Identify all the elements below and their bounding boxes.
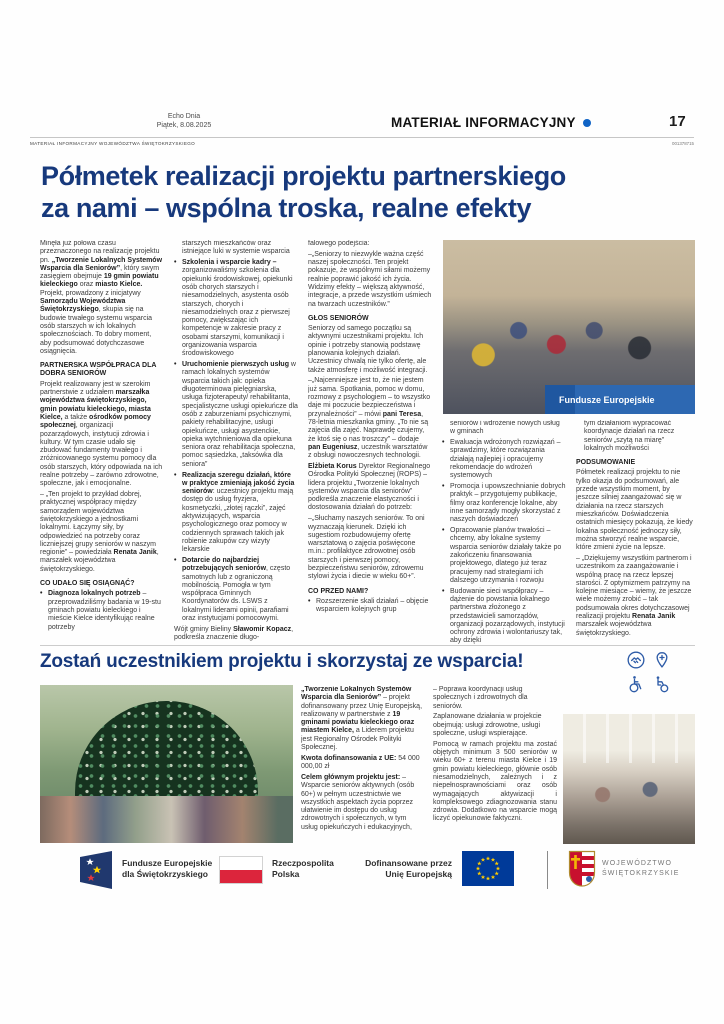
- bullet-text: [182, 259, 298, 359]
- column-heading: [308, 315, 432, 323]
- paragraph: [40, 240, 164, 356]
- text-run: marszałka województwa świętokrzyskiego, gmin powiatu kieleckiego, miasta Kielce,: [40, 389, 151, 421]
- text-run: 19 gmin powiatu kieleckiego: [40, 273, 159, 289]
- bullet-item: [40, 590, 164, 631]
- bullet-item: [442, 483, 566, 524]
- bullet-item: [442, 439, 566, 480]
- text-run: – projekt dofinansowany przez Unię Europejską, realizowany w partnerstwie z: [301, 694, 423, 718]
- text-run: Samorządu Województwa Świętokrzyskiego: [40, 298, 126, 314]
- bullet-text: [316, 598, 432, 615]
- text-run: pan Eugeniusz: [308, 443, 358, 451]
- paragraph: [442, 420, 566, 437]
- text-run: CO UDAŁO SIĘ OSIĄGNĄĆ?: [40, 580, 135, 588]
- flag-red-stripe: [220, 870, 262, 883]
- column-heading: [576, 459, 695, 467]
- bullet-item: [174, 361, 298, 469]
- bullet-text: [182, 557, 298, 623]
- paragraph: [308, 377, 432, 460]
- text-run: – „Dziękujemy wszystkim partnerom i uczestnikom za zaangażowanie i wspólną pracę na rzecz lepszej starości. Z optymizmem patrzymy na kolejne miesiące – wiemy, że jeszcze wiele możemy zrobić – tak podsumowała okres dotychczasowej realizacji projektu: [576, 554, 692, 621]
- bullet-text: [450, 439, 566, 480]
- text-run: pani Teresa: [382, 410, 422, 418]
- text-run: , podkreśla znaczenie długo-: [174, 625, 294, 642]
- text-run: Minęła już połowa czasu przeznaczonego na realizację projektu pn.: [40, 240, 160, 264]
- eu-cofunded-label-line2: Unię Europejską: [385, 868, 452, 879]
- text-run: –„Najcenniejsze jest to, że nie jestem już sama. Spotkania, pomoc w domu, rozmowy z psychologiem – to wszystko daje mi poczucie bezpieczeństwa i przynależności” – mówi: [308, 377, 431, 418]
- paragraph: [301, 774, 425, 832]
- header-strapline: MATERIAŁ INFORMACYJNY WOJEWÓDZTWA ŚWIĘTOKRZYSKIEGO: [30, 141, 196, 146]
- text-run: a także: [62, 413, 90, 421]
- bullet-item: [174, 472, 298, 555]
- medical-location-icon: [652, 650, 672, 670]
- text-run: Budowanie sieci współpracy – dążenie do powstania lokalnego partnerstwa złożonego z przedstawicieli samorządów, organizacji pozarządowych, instytucji ochrony zdrowia i wolontariuszy tak, aby dzięki: [450, 587, 565, 645]
- article-column-4: [442, 420, 566, 646]
- bullet-marker: •: [174, 556, 177, 564]
- text-run: a Liderem projektu jest Regionalny Ośrodek Polityki Społecznej.: [301, 727, 414, 752]
- text-run: Projekt realizowany jest w szerokim partnerstwie z udziałem: [40, 380, 151, 397]
- text-run: ośrodków pomocy społecznej: [40, 413, 151, 430]
- cta-column-2: [433, 686, 557, 840]
- text-run: miasto Kielce.: [95, 281, 143, 289]
- text-run: 54 000 000,00 zł: [301, 754, 420, 771]
- print-code: 001378715: [672, 141, 694, 146]
- eu-funds-label-line1: Fundusze Europejskie: [122, 858, 213, 868]
- page-number: 17: [669, 113, 686, 130]
- eu-funds-label: [122, 858, 212, 879]
- poland-label: [272, 858, 334, 879]
- paragraph: [576, 420, 695, 453]
- text-run: –„Seniorzy to niezwykle ważna część naszej społeczności. Ten projekt pokazuje, że wspólnymi siłami możemy realnie poprawić jakość ich życia. Widzimy efekty – większą aktywność, integracje, a przede wszystkim uśmiech na twarzach uczestników.”: [308, 250, 432, 308]
- paragraph: [576, 555, 695, 638]
- bullet-text: [450, 527, 566, 585]
- bullet-text: [450, 483, 566, 524]
- text-run: 19 gminami powiatu kieleckiego oraz miastem Kielce,: [301, 710, 415, 735]
- text-run: –„Słuchamy naszych seniorów. To oni wyznaczają kierunek. Dzięki ich sugestiom rozbudowujemy ofertę warsztatową o zajęcia poświęcone m.in.: profilaktyce zdrowotnej osób starszych i pierwszej pomocy, bezpieczeństwu seniorów, zdrowemu stylowi życia i diecie w wieku 60+”.: [308, 515, 425, 581]
- bandshell-arch: [75, 701, 257, 802]
- bullet-item: [174, 557, 298, 623]
- text-run: Renata Janik: [632, 613, 676, 621]
- column-heading: [40, 362, 164, 379]
- issue-date: Piątek, 8.08.2025: [156, 122, 212, 129]
- paragraph: [40, 491, 164, 574]
- bullet-marker: •: [174, 361, 177, 369]
- gym-photo: [563, 714, 695, 844]
- column-heading: [308, 588, 432, 596]
- article-title: [41, 160, 691, 224]
- text-run: PARTNERSKA WSPÓŁPRACA DLA DOBRA SENIORÓW: [40, 362, 157, 378]
- paragraph: [301, 755, 425, 772]
- blue-dot-icon: [583, 119, 591, 127]
- text-run: Sławomir Kopacz: [233, 625, 292, 633]
- article-title-line1: Półmetek realizacji projektu partnerskiego: [41, 161, 566, 191]
- cta-icon-group: [626, 650, 672, 694]
- paragraph: [433, 686, 557, 711]
- eu-flag-icon: [462, 851, 514, 891]
- balloons-event-photo: [40, 685, 293, 843]
- bullet-text: [182, 361, 298, 469]
- text-run: , 78-letnia mieszkanka gminy. „To nie są zajęcia dla zajęć. Naprawdę czujemy, że ktoś się o nas troszczy” – dodaje: [308, 410, 429, 443]
- crowd-strip: [40, 796, 293, 843]
- voivodeship-label: [602, 859, 680, 878]
- text-run: „Tworzenie Lokalnych Systemów Wsparcia dla Seniorów”: [40, 256, 163, 272]
- paragraph: [433, 741, 557, 824]
- text-run: Promocja i upowszechnianie dobrych praktyk – przygotujemy publikacje, filmy oraz konferencje lokalne, aby inne samorządy mogły skorzystać z naszych doświadczeń: [450, 483, 566, 524]
- section-divider: [40, 645, 695, 646]
- bullet-marker: •: [442, 527, 445, 535]
- article-column-1: [40, 240, 164, 645]
- text-run: , skupia się na budowie trwałego systemu wsparcia osób starszych w ich lokalnych społecznościach. To dobry moment, aby podsumować dotychczasowe osiągnięcia.: [40, 306, 153, 355]
- text-run: : uczestnicy projektu mają dostęp do usług fryzjera, kosmetyczki, „złotej rączki”, zajęć aktywizujących, wsparcia psychologicznego oraz pomocy w codziennych sprawach takich jak robienie zakupów czy wizyty lekarskie: [182, 488, 294, 554]
- text-run: Diagnoza lokalnych potrzeb: [48, 590, 141, 598]
- eu-cofunded-label: [340, 858, 452, 879]
- info-tag: [391, 115, 591, 130]
- bullet-marker: •: [174, 471, 177, 479]
- text-run: , uczestnik warsztatów z obsługi nowoczesnych technologii.: [308, 443, 428, 460]
- cta-column-1: [301, 686, 425, 840]
- cta-title: Zostań uczestnikiem projektu i skorzystaj ze wsparcia!: [40, 651, 524, 672]
- text-run: Renata Janik: [113, 549, 157, 557]
- text-run: Zaplanowane działania w projekcie obejmują: usługi zdrowotne, usługi społeczne, usługi wspierające.: [433, 713, 542, 737]
- eu-cofunded-label-line1: Dofinansowane przez: [365, 858, 452, 868]
- bullet-marker: •: [40, 590, 43, 598]
- text-run: seniorów i wdrożenie nowych usług w gminach: [450, 420, 560, 436]
- poland-label-line1: Rzeczpospolita: [272, 858, 334, 868]
- article-column-2: [174, 240, 298, 645]
- bullet-item: [308, 598, 432, 615]
- text-run: CO PRZED NAMI?: [308, 587, 369, 595]
- voivodeship-label-line2: ŚWIĘTOKRZYSKIE: [602, 869, 680, 877]
- info-tag-label: MATERIAŁ INFORMACYJNY: [391, 115, 576, 130]
- text-run: marszałek województwa świętokrzyskiego.: [576, 621, 652, 637]
- text-run: zorganizowaliśmy szkolenia dla opiekunki środowiskowej, opiekunki osób chorych starszych i niesamodzielnych, asystenta osób starszych, chorych i niesamodzielnych oraz z pierwszej pomocy, zwiększając ich kompetencje w zakresie pracy z osobami starszymi, komunikacji i organizowania wsparcia środowiskowego: [182, 267, 293, 358]
- text-run: Szkolenia i wsparcie kadry –: [182, 259, 277, 267]
- text-run: – Wsparcie seniorów aktywnych (osób 60+) w pełnym uczestnictwie we wszystkich aspektach życia poprzez ułatwienie im dostępu do usług zdrowotnych i społecznych, w tym usług opiekuńczych i edukacyjnych,: [301, 773, 415, 831]
- wheelchair-icon: [626, 674, 646, 694]
- text-run: , organizacji pozarządowych, instytucji zdrowia i kultury. W tym czasie udało się zbudować fundamenty trwałego i zróżnicowanego systemu pomocy dla osób starszych, który odpowiada na ich realne potrzeby – zarówno zdrowotne, społeczne, jak i emocjonalne.: [40, 422, 163, 488]
- text-run: starszych mieszkańców oraz istniejące luki w systemie wsparcia: [182, 240, 290, 256]
- gym-windows: [563, 714, 695, 763]
- eu-funds-logo: [76, 849, 116, 896]
- text-run: Elżbieta Korus: [308, 462, 357, 470]
- bullet-text: [450, 588, 566, 646]
- bullet-marker: •: [442, 439, 445, 447]
- text-run: Ewaluacja wdrożonych rozwiązań – sprawdzimy, które rozwiązania działają najlepiej i opracujemy rekomendacje do wdrożeń systemowych: [450, 439, 561, 480]
- text-run: Opracowanie planów trwałości – chcemy, aby lokalne systemy wsparcia seniorów działały także po zakończeniu finansowania projektowego, dlatego już teraz pracujemy nad strategiami ich dalszego utrzymania i rozwoju: [450, 527, 562, 584]
- caregiver-icon: [652, 674, 672, 694]
- paragraph: [308, 515, 432, 581]
- paper-name: Echo Dnia: [167, 113, 201, 120]
- handshake-icon: [626, 650, 646, 670]
- photo-caption-band: [545, 385, 695, 414]
- poland-label-line2: Polska: [272, 868, 300, 879]
- bullet-item: [442, 588, 566, 646]
- bullet-item: [174, 259, 298, 359]
- text-run: Kwota dofinansowania z UE:: [301, 754, 397, 762]
- paragraph: [174, 626, 298, 643]
- bullet-item: [442, 527, 566, 585]
- photo-caption: Fundusze Europejskie: [559, 394, 655, 405]
- text-run: Uruchomienie pierwszych usług: [182, 361, 289, 369]
- text-run: Półmetek realizacji projektu to nie tylko okazja do podsumowań, ale przede wszystkim moment, by jeszcze silniej zaangażować się w działania na rzecz starszych mieszkańców. Doświadczenia ostatnich miesięcy pokazują, że kiedy lokalna społeczność jednoczy siły, można stworzyć realne wsparcie, które zmieni życie na lepsze.: [576, 469, 693, 552]
- paragraph: [174, 240, 298, 257]
- funding-logo-strip: [0, 845, 724, 897]
- article-column-5: [576, 420, 695, 646]
- paragraph: [308, 240, 432, 248]
- voivodeship-crest-icon: [568, 850, 596, 893]
- text-run: Pomocą w ramach projektu ma zostać objętych minimum 3 500 seniorów w wieku 60+ z terenu miasta Kielce i 19 gmin powiatu kieleckiego, głównie osób niesamodzielnych, zależnych i z niepełnosprawnościami oraz osób wymagających aktywizacji i kompleksowego zdiagnozowania stanu zdrowia. Dodatkowo na wsparcie mogą liczyć opiekunowie faktyczni.: [433, 740, 557, 823]
- bullet-text: [48, 590, 164, 631]
- paragraph: [40, 381, 164, 489]
- text-run: GŁOS SENIORÓW: [308, 314, 369, 322]
- logo-divider: [547, 851, 548, 889]
- text-run: „Tworzenie Lokalnych Systemów Wsparcia dla Seniorów”: [301, 686, 412, 702]
- flag-white-stripe: [220, 857, 262, 870]
- text-run: , który swym zasięgiem obejmuje: [40, 264, 160, 281]
- bullet-marker: •: [308, 597, 311, 605]
- text-run: Wójt gminy Bieliny: [174, 625, 234, 633]
- paragraph: [308, 463, 432, 513]
- article-column-3: [308, 240, 432, 645]
- text-run: Seniorzy od samego początku są aktywnymi uczestnikami projektu. Ich opinie i potrzeby stanowią podstawę planowania kolejnych działań. Uczestnicy chwalą nie tylko ofertę, ale także atmosferę i możliwość integracji.: [308, 325, 428, 374]
- text-run: , marszałek województwa świętokrzyskiego.: [40, 549, 159, 573]
- text-run: tym działaniom wypracować koordynacje działań na rzecz seniorów „szytą na miarę” lokalnych możliwości: [584, 420, 675, 452]
- masthead: [125, 112, 243, 130]
- paragraph: [576, 469, 695, 552]
- text-run: – „Ten projekt to przykład dobrej, praktycznej współpracy między samorządem województwa świętokrzyskiego a jednostkami lokalnymi. Łączymy siły, by odpowiedzieć na potrzeby coraz liczniejszej grupy seniorów w naszym regionie” – powiedziała: [40, 491, 156, 557]
- paragraph: [433, 713, 557, 738]
- bullet-text: [182, 472, 298, 555]
- bullet-marker: •: [442, 483, 445, 491]
- text-run: Celem głównym projektu jest:: [301, 773, 401, 781]
- text-run: oraz: [77, 281, 96, 289]
- voivodeship-label-line1: WOJEWÓDZTWO: [602, 860, 673, 867]
- column-heading: [40, 580, 164, 588]
- text-run: falowego podejścia:: [308, 240, 370, 247]
- text-run: Rozszerzenie skali działań – objęcie wsparciem kolejnych grup: [316, 597, 429, 614]
- text-run: Dyrektor Regionalnego Ośrodka Polityki Społecznej (ROPS) – lidera projektu „Tworzenie lokalnych systemów wsparcia dla seniorów” podkreśla znaczenie elastyczności i dostosowania działań do potrzeb:: [308, 462, 431, 512]
- text-run: , często samotnych lub z ograniczoną mobilnością. Pomogła w tym współpraca Gminnych Koordynatorów ds. LSWS z lokalnymi liderami opinii, parafiami oraz instytucjami pomocowymi.: [182, 565, 291, 623]
- text-run: Projekt, prowadzony z inicjatywy: [40, 289, 141, 297]
- paragraph: [301, 686, 425, 752]
- bullet-marker: •: [174, 259, 177, 267]
- text-run: – Poprawa koordynacji usług społecznych i zdrowotnych dla seniorów.: [433, 686, 528, 710]
- poland-flag-icon: [219, 856, 263, 884]
- text-run: Dotarcie do najbardziej potrzebujących seniorów: [182, 556, 267, 573]
- text-run: w ramach lokalnych systemów wsparcia takich jak: opieka długoterminowa pielęgniarska, usługa fizjoterapeuty/ rehabilitanta, specjalistyczne usługi opiekuńcze dla osób z zaburzeniami psychicznymi, pakiety rehabilitacyjne, usługi opiekuńcze, usługi asystenckie, opieka wytchnieniowa dla opiekuna seniora oraz rehabilitacja społeczna, pomoc sąsiedzka, „taksówka dla seniora”: [182, 361, 298, 468]
- text-run: Realizacja szeregu działań, które w praktyce zmieniają jakość życia seniorów: [182, 471, 295, 496]
- paragraph: [308, 251, 432, 309]
- header-rule: [30, 137, 694, 138]
- paragraph: [308, 325, 432, 375]
- group-photo: [443, 240, 695, 414]
- article-title-line2: za nami – wspólna troska, realne efekty: [41, 193, 532, 223]
- text-run: – przeprowadziliśmy badania w 19-stu gminach powiatu kieleckiego i mieście Kielce identyfikując realne potrzeby: [48, 590, 161, 631]
- eu-funds-label-line2: dla Świętokrzyskiego: [122, 868, 208, 879]
- text-run: PODSUMOWANIE: [576, 459, 636, 467]
- bullet-marker: •: [442, 587, 445, 595]
